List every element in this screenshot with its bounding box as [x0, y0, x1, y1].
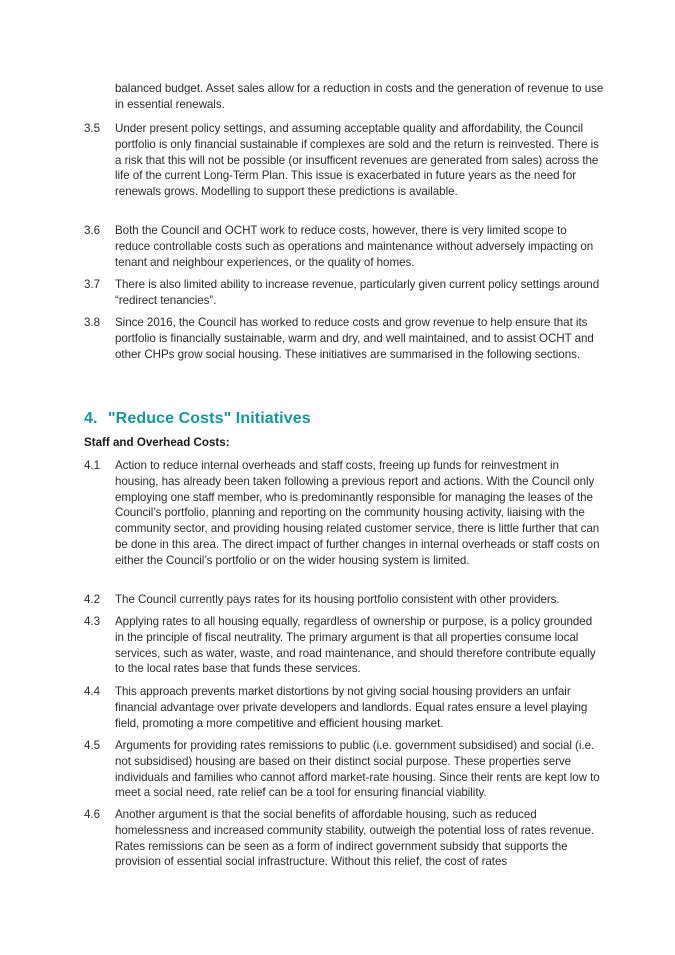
subheading: Staff and Overhead Costs: [84, 436, 230, 449]
paragraph-number: 3.7 [84, 278, 100, 291]
paragraph-number: 4.1 [84, 459, 100, 472]
paragraph-4-1 [84, 458, 604, 569]
paragraph-4-3 [84, 614, 604, 677]
paragraph-text: There is also limited ability to increase revenue, particularly given current policy settings around “redirect tenancies”. [115, 278, 600, 307]
paragraph-text: Under present policy settings, and assuming acceptable quality and affordability, the Council portfolio is only financial sustainable if complexes are sold and the return is reinvested. There is a risk that this will not be possible (or insufficent revenues are generated from sales) across the life of the current Long-Term Plan. This issue is exacerbated in future years as the need for renewals grows. Modelling to support these predictions is available. [115, 122, 599, 199]
section-number: 4. [84, 410, 98, 427]
paragraph-number: 3.6 [84, 224, 100, 237]
paragraph-number: 4.2 [84, 593, 100, 606]
paragraph-number: 4.4 [84, 685, 100, 698]
paragraph-text: Since 2016, the Council has worked to reduce costs and grow revenue to help ensure that its portfolio is financially sustainable, warm and dry, and well maintained, and to assist OCHT and other CHPs grow social housing. These initiatives are summarised in the following sections. [115, 316, 594, 361]
paragraph-text: Both the Council and OCHT work to reduce costs, however, there is very limited scope to reduce controllable costs such as operations and maintenance without adversely impacting on tenant and neighbour experiences, or the quality of homes. [115, 224, 594, 269]
paragraph-4-5 [84, 738, 604, 801]
paragraph-text: The Council currently pays rates for its housing portfolio consistent with other providers. [115, 593, 560, 606]
paragraph-number: 3.5 [84, 122, 100, 135]
section-title: "Reduce Costs" Initiatives [108, 410, 311, 427]
paragraph-text: Applying rates to all housing equally, regardless of ownership or purpose, is a policy grounded in the principle of fiscal neutrality. The primary argument is that all properties consume local services, such as water, waste, and road maintenance, and should therefore contribute equally to the local rates base that funds these services. [115, 615, 596, 676]
paragraph-4-6 [84, 807, 604, 870]
paragraph-text: Arguments for providing rates remissions to public (i.e. government subsidised) and social (i.e. not subsidised) housing are based on their distinct social purpose. These properties serve individuals and families who cannot afford market-rate housing. Since their rents are kept low to meet a social need, rate relief can be a tool for ensuring financial viability. [115, 739, 600, 800]
paragraph-text: Action to reduce internal overheads and staff costs, freeing up funds for reinvestment in housing, has already been taken following a previous report and actions. With the Council only employing one staff member, who is predominantly responsible for managing the leases of the Council’s portfolio, planning and reporting on the community housing activity, liaising with the community sector, and providing housing related customer service, there is little further that can be done in this area. The direct impact of further changes in internal overheads or staff costs on either the Council’s portfolio or on the wider housing system is limited. [115, 459, 600, 567]
paragraph-text: This approach prevents market distortions by not giving social housing providers an unfair financial advantage over private developers and landlords. Equal rates ensure a level playing field, promoting a more competitive and efficient housing market. [115, 685, 588, 730]
paragraph-4-2 [84, 592, 604, 608]
paragraph-3-5 [84, 121, 604, 200]
paragraph-3-6 [84, 223, 604, 270]
paragraph-number: 4.3 [84, 615, 100, 628]
paragraph-4-4 [84, 684, 604, 731]
paragraph-text: Another argument is that the social benefits of affordable housing, such as reduced homelessness and increased community stability, outweigh the potential loss of rates revenue. Rates remissions can be seen as a form of indirect government subsidy that supports the provision of essential social infrastructure. Without this relief, the cost of rates [115, 808, 595, 869]
continuation-paragraph: balanced budget. Asset sales allow for a reduction in costs and the generation of revenue to use in essential renewals. [115, 82, 604, 111]
section-heading [84, 410, 311, 428]
paragraph-number: 4.5 [84, 739, 100, 752]
paragraph-number: 4.6 [84, 808, 100, 821]
paragraph-number: 3.8 [84, 316, 100, 329]
paragraph-3-7 [84, 277, 604, 309]
paragraph-3-8 [84, 315, 604, 362]
